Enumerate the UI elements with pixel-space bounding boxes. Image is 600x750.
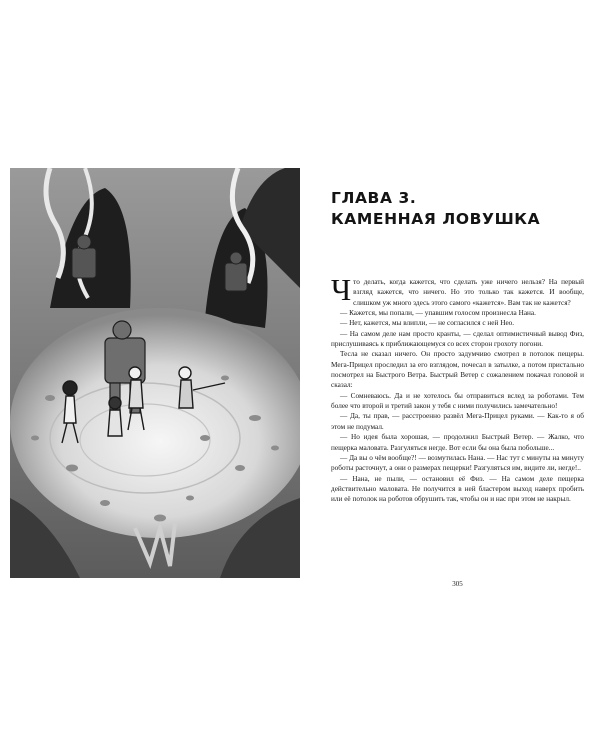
paragraph: — Но идея была хорошая, — продолжил Быстрый Ветер. — Жалко, что пещерка маловата. Разгуляться негде. Вот если бы она была побольше... <box>331 433 584 452</box>
paragraph: Что делать, когда кажется, что сделать уже ничего нельзя? На первый взгляд кажется, что ничего. Но это только так кажется. И вообще, слишком уж много здесь этого самого «кажется». Вам так не кажется? <box>331 272 584 307</box>
drop-cap: Ч <box>331 272 352 307</box>
paragraph: — Да вы о чём вообще?! — возмутилась Нана. — Нас тут с минуты на минуту роботы расточнут, а они о размерах пещерки! Разгуляться им, видите ли, негде!.. <box>331 453 584 473</box>
paragraph: — Кажется, мы попали, — упавшим голосом произнесла Нана. <box>340 309 536 318</box>
paragraph: — Сомневаюсь. Да и не хотелось бы отправиться вслед за роботами. Тем более что второй и третий закон у тебя с ними получились замечательно! <box>331 391 584 411</box>
paragraph: — На самом деле нам просто кранты, — сделал оптимистичный вывод Физ, прислушиваясь к приближающемуся со всех сторон грохоту погони. <box>331 329 584 349</box>
cave-illustration <box>10 168 300 578</box>
paragraph: — Да, ты прав, — расстроенно развёл Мега-Прицел руками. — Как-то я об этом не подумал. <box>331 412 584 431</box>
chapter-number: ГЛАВА 3. <box>331 189 417 207</box>
text-page <box>331 160 591 590</box>
chapter-body <box>331 272 584 505</box>
page-number: 305 <box>452 580 463 588</box>
paragraph: Тесла не сказал ничего. Он просто задумчиво смотрел в потолок пещеры. Мега-Прицел проследил за его взглядом, почесал в затылке, а потом пристально посмотрел на Быстрого Ветра. Быстрый Ветер с сожалением покачал головой и сказал: <box>331 350 584 390</box>
chapter-name: КАМЕННАЯ ЛОВУШКА <box>331 210 541 228</box>
paragraph: — Нана, не пыли, — остановил её Физ. — На самом деле пещерка действительно маловата. Не получится в ней бластером выход наверх пробить или её потолок на роботов обрушить так, чтобы он и нас при этом не накрыл. <box>331 474 584 504</box>
chapter-title <box>331 188 591 230</box>
paragraph: — Нет, кажется, мы влипли, — не согласился с ней Нео. <box>340 319 515 328</box>
